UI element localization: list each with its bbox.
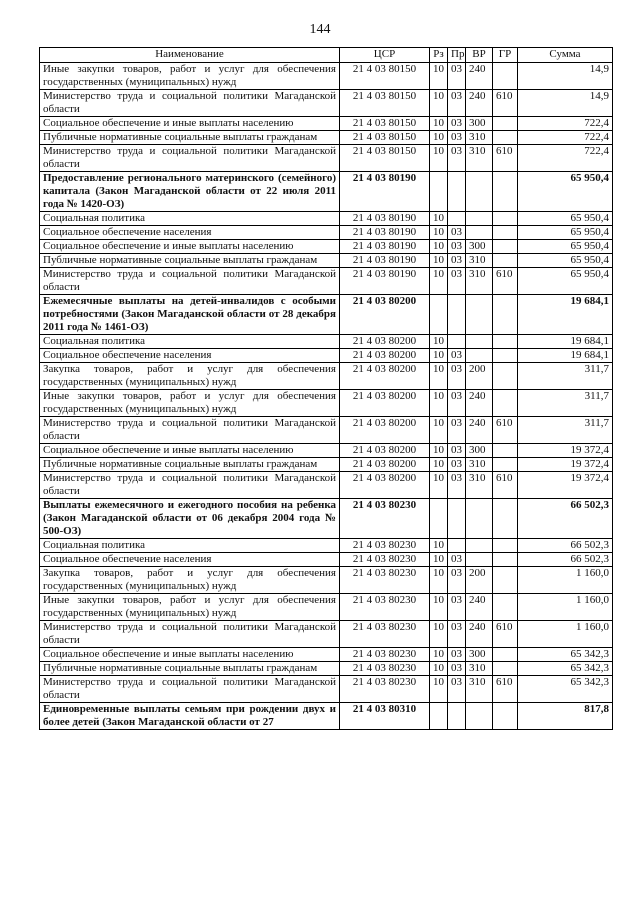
row-csr-cell: 21 4 03 80200 <box>340 444 430 458</box>
header-vr: ВР <box>466 48 493 63</box>
row-sum-cell: 311,7 <box>518 417 613 444</box>
row-csr-cell: 21 4 03 80230 <box>340 662 430 676</box>
row-pr-cell: 03 <box>448 268 466 295</box>
table-row <box>40 472 613 499</box>
row-rz-cell: 10 <box>430 212 448 226</box>
row-sum-cell: 65 950,4 <box>518 268 613 295</box>
header-sum: Сумма <box>518 48 613 63</box>
row-csr-cell: 21 4 03 80150 <box>340 117 430 131</box>
row-csr-cell: 21 4 03 80200 <box>340 295 430 335</box>
row-vr-cell: 240 <box>466 90 493 117</box>
row-rz-cell: 10 <box>430 390 448 417</box>
row-name-cell: Закупка товаров, работ и услуг для обеспечения государственных (муниципальных) нужд <box>40 567 340 594</box>
row-vr-cell: 310 <box>466 254 493 268</box>
row-name-cell: Закупка товаров, работ и услуг для обеспечения государственных (муниципальных) нужд <box>40 363 340 390</box>
row-csr-cell: 21 4 03 80230 <box>340 567 430 594</box>
row-gr-cell: 610 <box>493 676 518 703</box>
table-row <box>40 676 613 703</box>
row-pr-cell <box>448 212 466 226</box>
row-rz-cell <box>430 703 448 730</box>
row-name-cell: Публичные нормативные социальные выплаты гражданам <box>40 458 340 472</box>
row-sum-cell: 311,7 <box>518 363 613 390</box>
row-pr-cell: 03 <box>448 226 466 240</box>
row-rz-cell: 10 <box>430 553 448 567</box>
row-sum-cell: 19 684,1 <box>518 349 613 363</box>
row-csr-cell: 21 4 03 80190 <box>340 254 430 268</box>
table-row <box>40 662 613 676</box>
row-name-cell: Социальная политика <box>40 212 340 226</box>
table-row <box>40 268 613 295</box>
row-pr-cell: 03 <box>448 594 466 621</box>
row-csr-cell: 21 4 03 80190 <box>340 240 430 254</box>
table-row <box>40 90 613 117</box>
row-rz-cell: 10 <box>430 648 448 662</box>
row-vr-cell: 310 <box>466 458 493 472</box>
row-pr-cell: 03 <box>448 662 466 676</box>
row-gr-cell <box>493 444 518 458</box>
row-sum-cell: 1 160,0 <box>518 567 613 594</box>
row-name-cell: Предоставление регионального материнского (семейного) капитала (Закон Магаданской области от 22 июля 2011 года № 1420-ОЗ) <box>40 172 340 212</box>
row-gr-cell <box>493 363 518 390</box>
row-pr-cell: 03 <box>448 621 466 648</box>
header-name: Наименование <box>40 48 340 63</box>
row-pr-cell: 03 <box>448 90 466 117</box>
row-name-cell: Социальная политика <box>40 335 340 349</box>
row-pr-cell: 03 <box>448 648 466 662</box>
row-gr-cell <box>493 254 518 268</box>
row-vr-cell: 310 <box>466 676 493 703</box>
row-csr-cell: 21 4 03 80190 <box>340 268 430 295</box>
row-rz-cell: 10 <box>430 662 448 676</box>
row-gr-cell: 610 <box>493 268 518 295</box>
table-row <box>40 621 613 648</box>
row-rz-cell: 10 <box>430 458 448 472</box>
row-gr-cell <box>493 226 518 240</box>
row-sum-cell: 65 342,3 <box>518 648 613 662</box>
row-name-cell: Министерство труда и социальной политики Магаданской области <box>40 621 340 648</box>
row-vr-cell <box>466 553 493 567</box>
row-vr-cell: 300 <box>466 117 493 131</box>
row-sum-cell: 65 950,4 <box>518 172 613 212</box>
table-row <box>40 553 613 567</box>
row-vr-cell: 240 <box>466 621 493 648</box>
row-rz-cell: 10 <box>430 363 448 390</box>
row-pr-cell <box>448 703 466 730</box>
row-pr-cell: 03 <box>448 444 466 458</box>
row-rz-cell: 10 <box>430 131 448 145</box>
row-vr-cell: 240 <box>466 417 493 444</box>
table-row <box>40 567 613 594</box>
row-pr-cell: 03 <box>448 63 466 90</box>
row-pr-cell: 03 <box>448 131 466 145</box>
table-row <box>40 349 613 363</box>
row-sum-cell: 722,4 <box>518 145 613 172</box>
row-gr-cell <box>493 458 518 472</box>
row-vr-cell <box>466 295 493 335</box>
row-name-cell: Министерство труда и социальной политики Магаданской области <box>40 90 340 117</box>
table-row <box>40 254 613 268</box>
row-csr-cell: 21 4 03 80150 <box>340 90 430 117</box>
row-rz-cell: 10 <box>430 268 448 295</box>
row-sum-cell: 65 342,3 <box>518 676 613 703</box>
row-gr-cell <box>493 295 518 335</box>
row-name-cell: Публичные нормативные социальные выплаты гражданам <box>40 131 340 145</box>
row-vr-cell <box>466 349 493 363</box>
table-row <box>40 295 613 335</box>
header-csr: ЦСР <box>340 48 430 63</box>
budget-table <box>39 47 613 730</box>
row-vr-cell: 240 <box>466 63 493 90</box>
table-row <box>40 458 613 472</box>
row-rz-cell: 10 <box>430 226 448 240</box>
row-vr-cell <box>466 226 493 240</box>
row-csr-cell: 21 4 03 80150 <box>340 131 430 145</box>
row-gr-cell <box>493 703 518 730</box>
row-gr-cell: 610 <box>493 417 518 444</box>
row-name-cell: Министерство труда и социальной политики Магаданской области <box>40 472 340 499</box>
row-vr-cell <box>466 172 493 212</box>
row-rz-cell <box>430 499 448 539</box>
row-gr-cell <box>493 499 518 539</box>
row-vr-cell: 310 <box>466 472 493 499</box>
row-gr-cell <box>493 349 518 363</box>
row-sum-cell: 66 502,3 <box>518 499 613 539</box>
table-row <box>40 444 613 458</box>
row-rz-cell: 10 <box>430 63 448 90</box>
row-csr-cell: 21 4 03 80150 <box>340 63 430 90</box>
row-vr-cell: 240 <box>466 594 493 621</box>
row-rz-cell: 10 <box>430 417 448 444</box>
row-vr-cell: 310 <box>466 145 493 172</box>
table-row <box>40 390 613 417</box>
row-vr-cell: 310 <box>466 662 493 676</box>
row-vr-cell <box>466 499 493 539</box>
row-name-cell: Министерство труда и социальной политики Магаданской области <box>40 417 340 444</box>
row-sum-cell: 722,4 <box>518 131 613 145</box>
table-row <box>40 499 613 539</box>
row-sum-cell: 19 684,1 <box>518 295 613 335</box>
table-row <box>40 594 613 621</box>
row-rz-cell: 10 <box>430 145 448 172</box>
row-gr-cell: 610 <box>493 90 518 117</box>
row-vr-cell: 300 <box>466 444 493 458</box>
row-name-cell: Социальная политика <box>40 539 340 553</box>
row-vr-cell: 310 <box>466 268 493 295</box>
row-rz-cell: 10 <box>430 254 448 268</box>
row-vr-cell: 300 <box>466 240 493 254</box>
row-sum-cell: 1 160,0 <box>518 594 613 621</box>
row-name-cell: Единовременные выплаты семьям при рождении двух и более детей (Закон Магаданской области от 27 <box>40 703 340 730</box>
row-rz-cell: 10 <box>430 621 448 648</box>
row-sum-cell: 14,9 <box>518 63 613 90</box>
row-vr-cell <box>466 703 493 730</box>
row-gr-cell: 610 <box>493 621 518 648</box>
row-sum-cell: 19 684,1 <box>518 335 613 349</box>
row-name-cell: Социальное обеспечение и иные выплаты населению <box>40 240 340 254</box>
row-name-cell: Иные закупки товаров, работ и услуг для обеспечения государственных (муниципальных) нужд <box>40 390 340 417</box>
page-number: 144 <box>309 22 331 37</box>
row-rz-cell <box>430 172 448 212</box>
row-gr-cell <box>493 662 518 676</box>
row-csr-cell: 21 4 03 80200 <box>340 390 430 417</box>
row-vr-cell: 310 <box>466 131 493 145</box>
row-name-cell: Министерство труда и социальной политики Магаданской области <box>40 676 340 703</box>
row-name-cell: Публичные нормативные социальные выплаты гражданам <box>40 254 340 268</box>
row-csr-cell: 21 4 03 80150 <box>340 145 430 172</box>
row-csr-cell: 21 4 03 80230 <box>340 594 430 621</box>
row-csr-cell: 21 4 03 80230 <box>340 539 430 553</box>
row-rz-cell: 10 <box>430 594 448 621</box>
row-csr-cell: 21 4 03 80230 <box>340 621 430 648</box>
table-row <box>40 212 613 226</box>
row-gr-cell <box>493 131 518 145</box>
row-vr-cell: 240 <box>466 390 493 417</box>
row-gr-cell: 610 <box>493 472 518 499</box>
row-gr-cell <box>493 553 518 567</box>
row-sum-cell: 311,7 <box>518 390 613 417</box>
row-sum-cell: 19 372,4 <box>518 444 613 458</box>
table-row <box>40 172 613 212</box>
row-name-cell: Социальное обеспечение населения <box>40 349 340 363</box>
row-name-cell: Выплаты ежемесячного и ежегодного пособия на ребенка (Закон Магаданской области от 06 декабря 2004 года № 500-ОЗ) <box>40 499 340 539</box>
row-csr-cell: 21 4 03 80200 <box>340 472 430 499</box>
table-row <box>40 226 613 240</box>
row-csr-cell: 21 4 03 80200 <box>340 349 430 363</box>
row-sum-cell: 65 950,4 <box>518 240 613 254</box>
row-gr-cell <box>493 117 518 131</box>
row-rz-cell: 10 <box>430 472 448 499</box>
row-pr-cell: 03 <box>448 240 466 254</box>
row-csr-cell: 21 4 03 80190 <box>340 212 430 226</box>
row-vr-cell <box>466 335 493 349</box>
row-name-cell: Министерство труда и социальной политики Магаданской области <box>40 268 340 295</box>
row-pr-cell: 03 <box>448 458 466 472</box>
row-pr-cell <box>448 499 466 539</box>
row-rz-cell: 10 <box>430 567 448 594</box>
table-row <box>40 335 613 349</box>
row-pr-cell: 03 <box>448 145 466 172</box>
row-name-cell: Иные закупки товаров, работ и услуг для обеспечения государственных (муниципальных) нужд <box>40 63 340 90</box>
row-rz-cell: 10 <box>430 90 448 117</box>
row-sum-cell: 66 502,3 <box>518 539 613 553</box>
row-name-cell: Социальное обеспечение населения <box>40 553 340 567</box>
row-sum-cell: 722,4 <box>518 117 613 131</box>
row-csr-cell: 21 4 03 80200 <box>340 335 430 349</box>
row-sum-cell: 14,9 <box>518 90 613 117</box>
row-pr-cell <box>448 539 466 553</box>
row-name-cell: Публичные нормативные социальные выплаты гражданам <box>40 662 340 676</box>
table-body <box>40 63 613 730</box>
row-csr-cell: 21 4 03 80200 <box>340 363 430 390</box>
row-name-cell: Иные закупки товаров, работ и услуг для обеспечения государственных (муниципальных) нужд <box>40 594 340 621</box>
row-name-cell: Ежемесячные выплаты на детей-инвалидов с особыми потребностями (Закон Магаданской области от 28 декабря 2011 года № 1461-ОЗ) <box>40 295 340 335</box>
row-csr-cell: 21 4 03 80230 <box>340 553 430 567</box>
row-pr-cell: 03 <box>448 349 466 363</box>
row-rz-cell: 10 <box>430 676 448 703</box>
table-row <box>40 703 613 730</box>
row-csr-cell: 21 4 03 80230 <box>340 676 430 703</box>
row-pr-cell: 03 <box>448 363 466 390</box>
row-pr-cell: 03 <box>448 117 466 131</box>
row-name-cell: Социальное обеспечение населения <box>40 226 340 240</box>
row-pr-cell <box>448 335 466 349</box>
table-row <box>40 131 613 145</box>
row-vr-cell: 200 <box>466 567 493 594</box>
row-gr-cell <box>493 539 518 553</box>
row-rz-cell: 10 <box>430 117 448 131</box>
row-csr-cell: 21 4 03 80200 <box>340 458 430 472</box>
row-gr-cell <box>493 240 518 254</box>
row-gr-cell <box>493 335 518 349</box>
row-pr-cell: 03 <box>448 676 466 703</box>
row-gr-cell: 610 <box>493 145 518 172</box>
row-pr-cell <box>448 295 466 335</box>
row-csr-cell: 21 4 03 80230 <box>340 648 430 662</box>
row-sum-cell: 817,8 <box>518 703 613 730</box>
row-pr-cell: 03 <box>448 472 466 499</box>
row-pr-cell: 03 <box>448 254 466 268</box>
header-pr: Пр <box>448 48 466 63</box>
row-sum-cell: 1 160,0 <box>518 621 613 648</box>
row-pr-cell: 03 <box>448 390 466 417</box>
row-gr-cell <box>493 172 518 212</box>
table-row <box>40 417 613 444</box>
row-pr-cell: 03 <box>448 567 466 594</box>
row-csr-cell: 21 4 03 80190 <box>340 172 430 212</box>
table-header-row <box>40 48 613 63</box>
row-pr-cell <box>448 172 466 212</box>
row-vr-cell: 200 <box>466 363 493 390</box>
row-rz-cell <box>430 295 448 335</box>
row-vr-cell <box>466 212 493 226</box>
row-sum-cell: 65 950,4 <box>518 212 613 226</box>
header-gr: ГР <box>493 48 518 63</box>
row-gr-cell <box>493 63 518 90</box>
row-vr-cell: 300 <box>466 648 493 662</box>
table-row <box>40 363 613 390</box>
row-rz-cell: 10 <box>430 539 448 553</box>
row-rz-cell: 10 <box>430 444 448 458</box>
table-row <box>40 648 613 662</box>
header-rz: Рз <box>430 48 448 63</box>
row-gr-cell <box>493 390 518 417</box>
row-csr-cell: 21 4 03 80190 <box>340 226 430 240</box>
row-rz-cell: 10 <box>430 349 448 363</box>
row-sum-cell: 65 950,4 <box>518 226 613 240</box>
row-name-cell: Министерство труда и социальной политики Магаданской области <box>40 145 340 172</box>
table-row <box>40 117 613 131</box>
table-row <box>40 240 613 254</box>
row-rz-cell: 10 <box>430 240 448 254</box>
row-gr-cell <box>493 212 518 226</box>
row-sum-cell: 65 950,4 <box>518 254 613 268</box>
row-vr-cell <box>466 539 493 553</box>
row-sum-cell: 19 372,4 <box>518 458 613 472</box>
row-name-cell: Социальное обеспечение и иные выплаты населению <box>40 117 340 131</box>
row-gr-cell <box>493 594 518 621</box>
row-csr-cell: 21 4 03 80230 <box>340 499 430 539</box>
row-name-cell: Социальное обеспечение и иные выплаты населению <box>40 648 340 662</box>
row-gr-cell <box>493 648 518 662</box>
row-sum-cell: 66 502,3 <box>518 553 613 567</box>
row-pr-cell: 03 <box>448 553 466 567</box>
row-rz-cell: 10 <box>430 335 448 349</box>
row-csr-cell: 21 4 03 80310 <box>340 703 430 730</box>
row-sum-cell: 65 342,3 <box>518 662 613 676</box>
row-sum-cell: 19 372,4 <box>518 472 613 499</box>
row-csr-cell: 21 4 03 80200 <box>340 417 430 444</box>
row-name-cell: Социальное обеспечение и иные выплаты населению <box>40 444 340 458</box>
row-gr-cell <box>493 567 518 594</box>
table-row <box>40 145 613 172</box>
table-row <box>40 539 613 553</box>
table-row <box>40 63 613 90</box>
row-pr-cell: 03 <box>448 417 466 444</box>
